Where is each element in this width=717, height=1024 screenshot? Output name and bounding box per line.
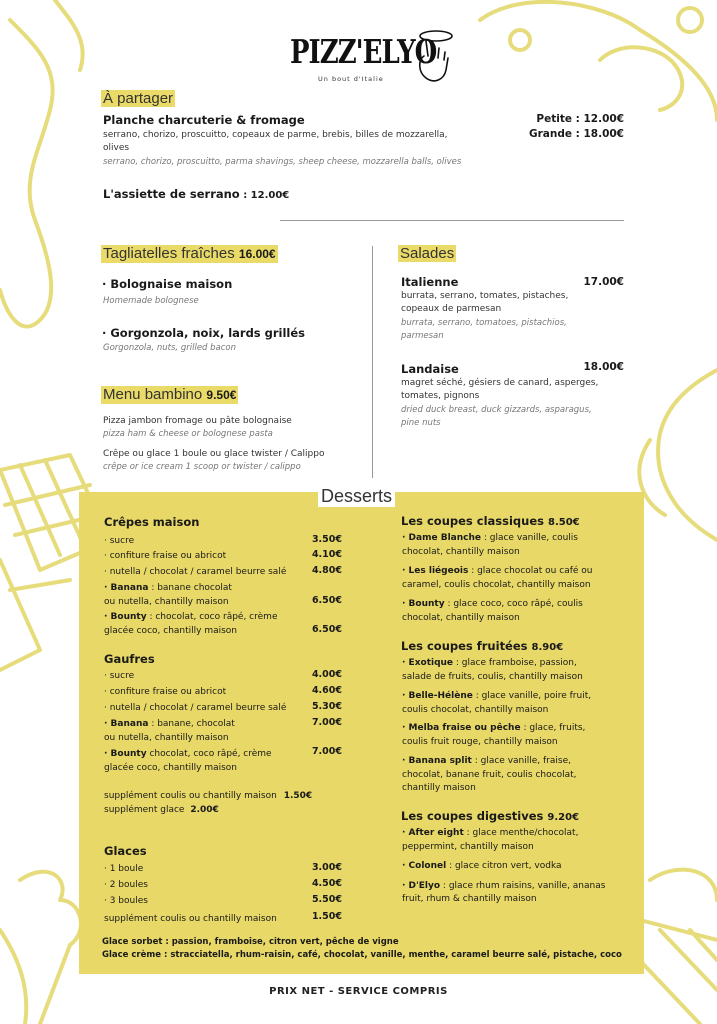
gaufres-row-1-price: 4.00€ xyxy=(311,669,342,680)
melba-name: · Melba fraise ou pêche xyxy=(402,723,521,733)
tagliatelles-title xyxy=(101,245,278,263)
dame-blanche-line2: chocolat, chantilly maison xyxy=(402,547,520,557)
banana-split xyxy=(402,754,571,768)
landaise-price: 18.00€ xyxy=(583,361,624,373)
footer-note: PRIX NET - SERVICE COMPRIS xyxy=(269,986,448,997)
pepper-drawing xyxy=(0,20,53,327)
gaufres-bounty-line2: glacée coco, chantilly maison xyxy=(104,763,238,773)
crepes-bounty-name: · Bounty xyxy=(104,612,147,622)
salades-title: Salades xyxy=(400,245,455,262)
crepes-row-1-price: 3.50€ xyxy=(311,534,342,545)
belle-helene-desc: : glace vanille, poire fruit, xyxy=(472,691,592,701)
dame-blanche-desc: : glace vanille, coulis xyxy=(480,533,578,543)
coupes-digestives-price: 9.20€ xyxy=(547,812,580,823)
gaufres-banana-price: 7.00€ xyxy=(311,717,342,728)
exotique-line2: salade de fruits, coulis, chantilly maison xyxy=(402,672,583,682)
banana-split-line3: chantilly maison xyxy=(402,783,476,793)
bounty-coupe-desc: : glace coco, coco râpé, coulis xyxy=(444,599,583,609)
belle-helene-line2: coulis chocolat, chantilly maison xyxy=(402,705,549,715)
after-eight-line2: peppermint, chantilly maison xyxy=(402,842,534,852)
bounty-coupe xyxy=(402,597,583,611)
coupes-classiques-title xyxy=(401,514,580,528)
delyo-line2: fruit, rhum & chantilly maison xyxy=(402,894,537,904)
crepes-bounty-desc: : chocolat, coco râpé, crème xyxy=(146,612,278,622)
gaufres-row-3-price: 5.30€ xyxy=(311,701,342,712)
italienne-name: Italienne xyxy=(401,275,459,289)
planche-price-grande: Grande : 18.00€ xyxy=(528,128,624,140)
belle-helene-name: · Belle-Hélène xyxy=(402,691,473,701)
gaufres-bounty-desc: chocolat, coco râpé, crème xyxy=(146,749,272,759)
tagliatelles-price: 16.00€ xyxy=(238,247,276,261)
italienne-english-1: burrata, serrano, tomatoes, pistachios, xyxy=(401,318,567,328)
gaufres-supp-2-price: 2.00€ xyxy=(190,805,219,815)
landaise-english-1: dried duck breast, duck gizzards, asparagus, xyxy=(401,405,592,415)
banana-split-desc: : glace vanille, fraise, xyxy=(471,756,571,766)
desserts-title: Desserts xyxy=(318,485,395,507)
landaise-name: Landaise xyxy=(401,362,459,376)
exotique xyxy=(402,656,577,670)
ice-cream-left-drawing xyxy=(20,872,81,1024)
assiette-row xyxy=(103,187,289,201)
right-pepper-drawing xyxy=(658,370,717,540)
colonel-desc: : glace citron vert, vodka xyxy=(446,861,562,871)
coupes-digestives-title xyxy=(401,809,579,823)
banana-split-line2: chocolat, banane fruit, coulis chocolat, xyxy=(402,770,577,780)
glaces-row-3-label: · 3 boules xyxy=(104,896,148,906)
liegeois-name: · Les liégeois xyxy=(402,566,469,576)
crepes-title: Crêpes maison xyxy=(104,515,200,529)
coupes-digestives-title-text: Les coupes digestives xyxy=(401,809,544,823)
logo-tagline: Un bout d'Italie xyxy=(318,75,384,83)
after-eight-desc: : glace menthe/chocolat, xyxy=(463,828,579,838)
belle-helene xyxy=(402,689,591,703)
glaces-row-4-label: supplément coulis ou chantilly maison xyxy=(104,914,277,924)
coupes-classiques-title-text: Les coupes classiques xyxy=(401,514,544,528)
gaufres-bounty-price: 7.00€ xyxy=(311,746,342,757)
planche-name: Planche charcuterie & fromage xyxy=(103,113,305,127)
crepes-row-3-price: 4.80€ xyxy=(311,565,342,576)
landaise-english-2: pine nuts xyxy=(401,418,441,428)
glaces-row-4-price: 1.50€ xyxy=(311,911,342,922)
dame-blanche-name: · Dame Blanche xyxy=(402,533,481,543)
gaufres-banana-line2: ou nutella, chantilly maison xyxy=(104,733,229,743)
banana-split-name: · Banana split xyxy=(402,756,472,766)
gaufres-bounty xyxy=(104,747,272,761)
coupes-classiques-price: 8.50€ xyxy=(548,517,580,528)
landaise-desc-2: tomates, pignons xyxy=(401,391,480,401)
gorgonzola-name: · Gorgonzola, noix, lards grillés xyxy=(102,326,306,340)
logo xyxy=(290,26,460,88)
crepes-bounty-price: 6.50€ xyxy=(311,624,342,635)
after-eight xyxy=(402,826,578,840)
glaces-row-2-price: 4.50€ xyxy=(311,878,342,889)
hand-pizza-icon xyxy=(408,26,458,86)
delyo xyxy=(402,879,605,893)
glaces-row-1-label: · 1 boule xyxy=(104,864,144,874)
melba-desc: : glace, fruits, xyxy=(520,723,586,733)
italienne-desc-1: burrata, serrano, tomates, pistaches, xyxy=(401,291,569,301)
italienne-price: 17.00€ xyxy=(583,276,624,288)
crepes-bounty-line2: glacée coco, chantilly maison xyxy=(104,626,238,636)
gaufres-banana-name: · Banana xyxy=(104,719,149,729)
dame-blanche xyxy=(402,531,578,545)
glaces-row-3-price: 5.50€ xyxy=(311,894,342,905)
coupes-fruitees-title xyxy=(401,639,563,653)
gaufres-row-3-label: · nutella / chocolat / caramel beurre salé xyxy=(104,703,287,713)
crepes-row-2-label: · confiture fraise ou abricot xyxy=(104,551,227,561)
italienne-english-2: parmesan xyxy=(401,331,444,341)
exotique-name: · Exotique xyxy=(402,658,454,668)
bambino-line-2: Crêpe ou glace 1 boule ou glace twister / Calippo xyxy=(103,449,325,459)
delyo-name: · D'Elyo xyxy=(402,881,441,891)
crepes-banana-line2: ou nutella, chantilly maison xyxy=(104,597,229,607)
glaces-row-1-price: 3.00€ xyxy=(311,862,342,873)
cheese-drawing xyxy=(480,2,717,120)
gaufres-supp-2-label: supplément glace xyxy=(104,805,185,815)
exotique-desc: : glace framboise, passion, xyxy=(453,658,577,668)
divider-vertical xyxy=(372,246,373,478)
delyo-desc: : glace rhum raisins, vanille, ananas xyxy=(440,881,606,891)
crepes-banana-price: 6.50€ xyxy=(311,595,342,606)
liegeois-desc: : glace chocolat ou café ou xyxy=(468,566,593,576)
crepes-row-1-label: · sucre xyxy=(104,536,135,546)
landaise-desc-1: magret séché, gésiers de canard, asperges, xyxy=(401,378,599,388)
italienne-desc-2: copeaux de parmesan xyxy=(401,304,502,314)
a-partager-title: À partager xyxy=(103,90,174,107)
gaufres-row-2-label: · confiture fraise ou abricot xyxy=(104,687,227,697)
bambino-price: 9.50€ xyxy=(206,388,237,402)
crepes-banana xyxy=(104,581,232,595)
gaufres-supp-2 xyxy=(104,803,219,817)
gaufres-supp-1-price: 1.50€ xyxy=(283,791,313,801)
liegeois xyxy=(402,564,593,578)
after-eight-name: · After eight xyxy=(402,828,464,838)
bambino-english-2: crêpe or ice cream 1 scoop or twister / calippo xyxy=(103,462,301,472)
tagliatelles-title-text: Tagliatelles fraîches xyxy=(103,245,235,262)
gaufres-row-2-price: 4.60€ xyxy=(311,685,342,696)
gaufres-banana xyxy=(104,717,235,731)
bambino-title-text: Menu bambino xyxy=(103,386,203,403)
gaufres-supp-1 xyxy=(104,789,312,803)
assiette-name: L'assiette de serrano xyxy=(103,187,240,201)
melba-line2: coulis fruit rouge, chantilly maison xyxy=(402,737,558,747)
gaufres-banana-desc: : banane, chocolat xyxy=(148,719,235,729)
logo-wordmark: PIZZ'ELYO xyxy=(290,34,437,72)
colonel-name: · Colonel xyxy=(402,861,447,871)
bambino-english-1: pizza ham & cheese or bolognese pasta xyxy=(103,429,273,439)
bambino-title xyxy=(101,386,238,404)
planche-price-petite: Petite : 12.00€ xyxy=(536,113,624,125)
crepes-banana-name: · Banana xyxy=(104,583,149,593)
crepes-bounty xyxy=(104,610,277,624)
glaces-row-2-label: · 2 boules xyxy=(104,880,148,890)
divider-top xyxy=(280,220,624,221)
crepes-row-2-price: 4.10€ xyxy=(311,549,342,560)
gaufres-supp-1-label: supplément coulis ou chantilly maison xyxy=(104,791,277,801)
colonel xyxy=(402,859,562,873)
bolognaise-name: · Bolognaise maison xyxy=(102,277,233,291)
gaufres-title: Gaufres xyxy=(104,652,155,666)
coupes-fruitees-price: 8.90€ xyxy=(531,642,564,653)
glaces-title: Glaces xyxy=(104,844,147,858)
bounty-coupe-name: · Bounty xyxy=(402,599,445,609)
crepes-banana-desc: : banane chocolat xyxy=(148,583,232,593)
crepes-row-3-label: · nutella / chocolat / caramel beurre salé xyxy=(104,567,287,577)
gaufres-bounty-name: · Bounty xyxy=(104,749,147,759)
assiette-price: : 12.00€ xyxy=(239,190,290,201)
planche-english: serrano, chorizo, proscuitto, parma shavings, sheep cheese, mozzarella balls, olives xyxy=(103,157,462,167)
bambino-line-1: Pizza jambon fromage ou pâte bolognaise xyxy=(103,416,292,426)
liegeois-line2: caramel, coulis chocolat, chantilly maison xyxy=(402,580,591,590)
planche-desc-1: serrano, chorizo, proscuitto, copeaux de parme, brebis, billes de mozzarella, xyxy=(103,130,448,140)
coupes-fruitees-title-text: Les coupes fruitées xyxy=(401,639,528,653)
bolognaise-english: Homemade bolognese xyxy=(103,296,199,306)
bounty-coupe-line2: chocolat, chantilly maison xyxy=(402,613,520,623)
glace-creme-line: Glace crème : stracciatella, rhum-raisin, café, chocolat, vanille, menthe, caramel beurre salé, pistache, coco xyxy=(102,950,622,960)
planche-desc-2: olives xyxy=(103,143,130,153)
gaufres-row-1-label: · sucre xyxy=(104,671,135,681)
glace-sorbet-line: Glace sorbet : passion, framboise, citron vert, pêche de vigne xyxy=(102,937,399,947)
gorgonzola-english: Gorgonzola, nuts, grilled bacon xyxy=(103,343,237,353)
melba xyxy=(402,721,585,735)
